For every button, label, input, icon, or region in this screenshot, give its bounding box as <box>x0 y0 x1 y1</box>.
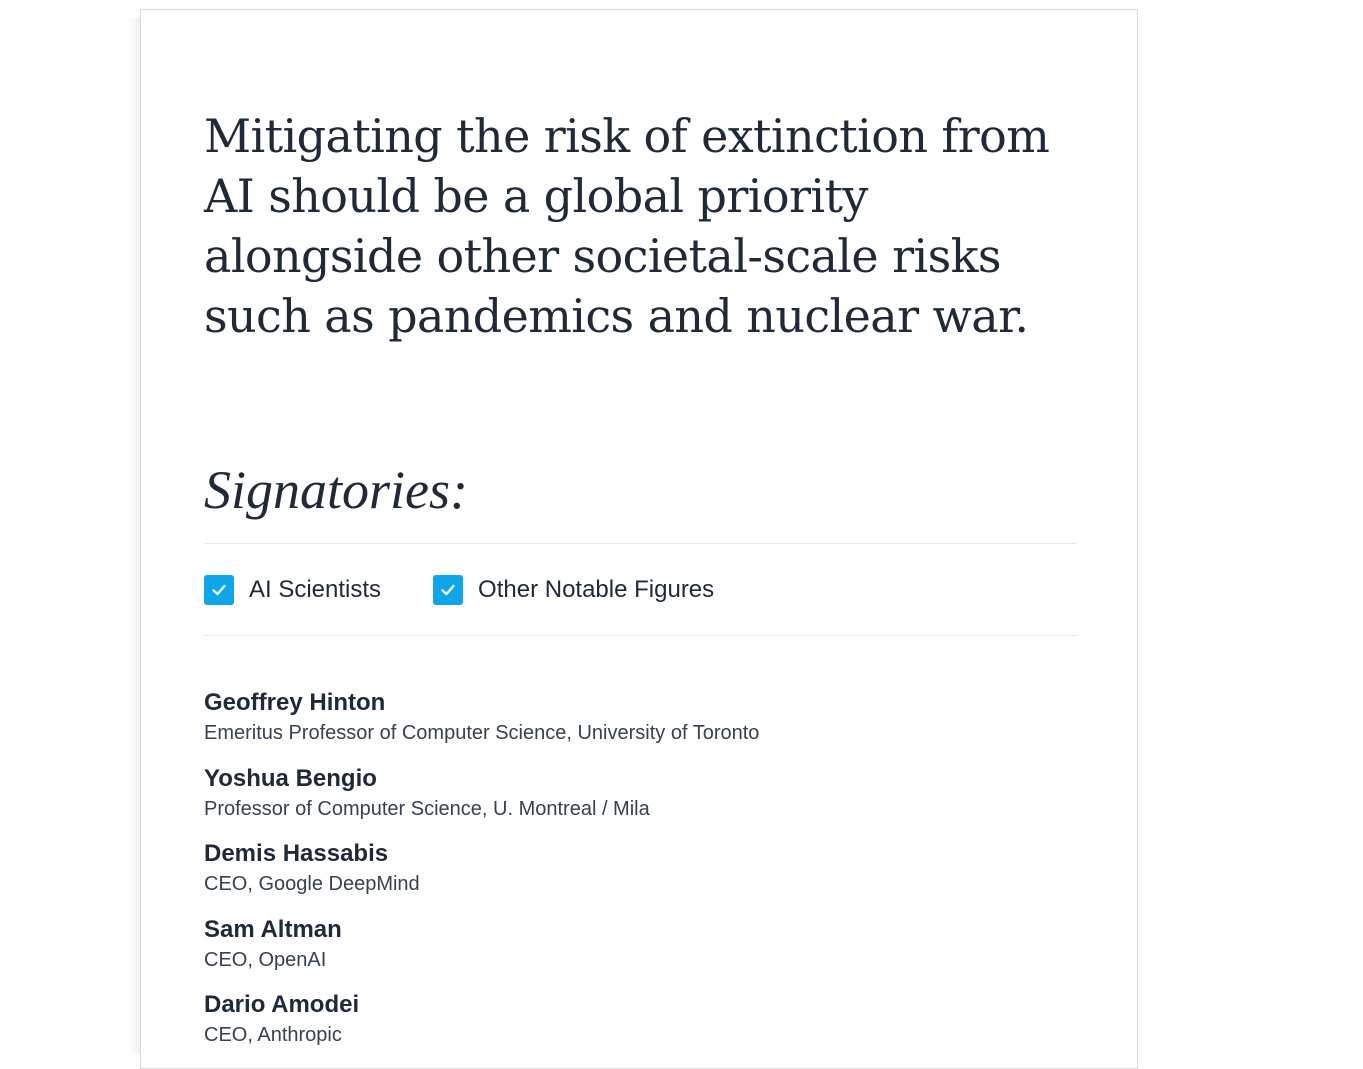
signatory-title: CEO, Anthropic <box>204 1024 342 1046</box>
other-notable-figures-checkbox[interactable] <box>433 575 463 605</box>
signatories-heading: Signatories: <box>204 460 468 520</box>
signatory-name: Geoffrey Hinton <box>204 689 386 716</box>
signatory-filters <box>204 574 766 606</box>
signatory-item <box>204 763 759 839</box>
signatory-name: Sam Altman <box>204 915 342 943</box>
signatory-title: Emeritus Professor of Computer Science, University of Toronto <box>204 722 760 744</box>
divider <box>204 543 1077 544</box>
signatory-item <box>204 687 759 763</box>
signatory-item <box>204 914 759 990</box>
signatory-name: Yoshua Bengio <box>204 764 377 792</box>
checkmark-icon <box>439 581 457 599</box>
filter-label: AI Scientists <box>249 576 382 603</box>
filter-other-notable-figures[interactable] <box>433 575 714 605</box>
statement-text: Mitigating the risk of extinction from AI should be a global priority alongside other societal-scale risks such as pandemics and nuclear war. <box>204 109 1050 343</box>
signatory-item <box>204 989 759 1065</box>
signatory-name: Dario Amodei <box>204 991 360 1018</box>
signatory-list <box>204 687 759 1065</box>
signatory-title: CEO, Google DeepMind <box>204 873 420 895</box>
checkmark-icon <box>210 581 228 599</box>
divider <box>204 635 1077 636</box>
signatory-item <box>204 838 759 914</box>
signatory-title: CEO, OpenAI <box>204 948 327 971</box>
statement-card <box>140 9 1138 1069</box>
signatory-name: Demis Hassabis <box>204 840 389 867</box>
filter-label: Other Notable Figures <box>478 576 715 603</box>
ai-scientists-checkbox[interactable] <box>204 575 234 605</box>
signatory-title: Professor of Computer Science, U. Montreal / Mila <box>204 797 650 820</box>
filter-ai-scientists[interactable] <box>204 575 381 605</box>
